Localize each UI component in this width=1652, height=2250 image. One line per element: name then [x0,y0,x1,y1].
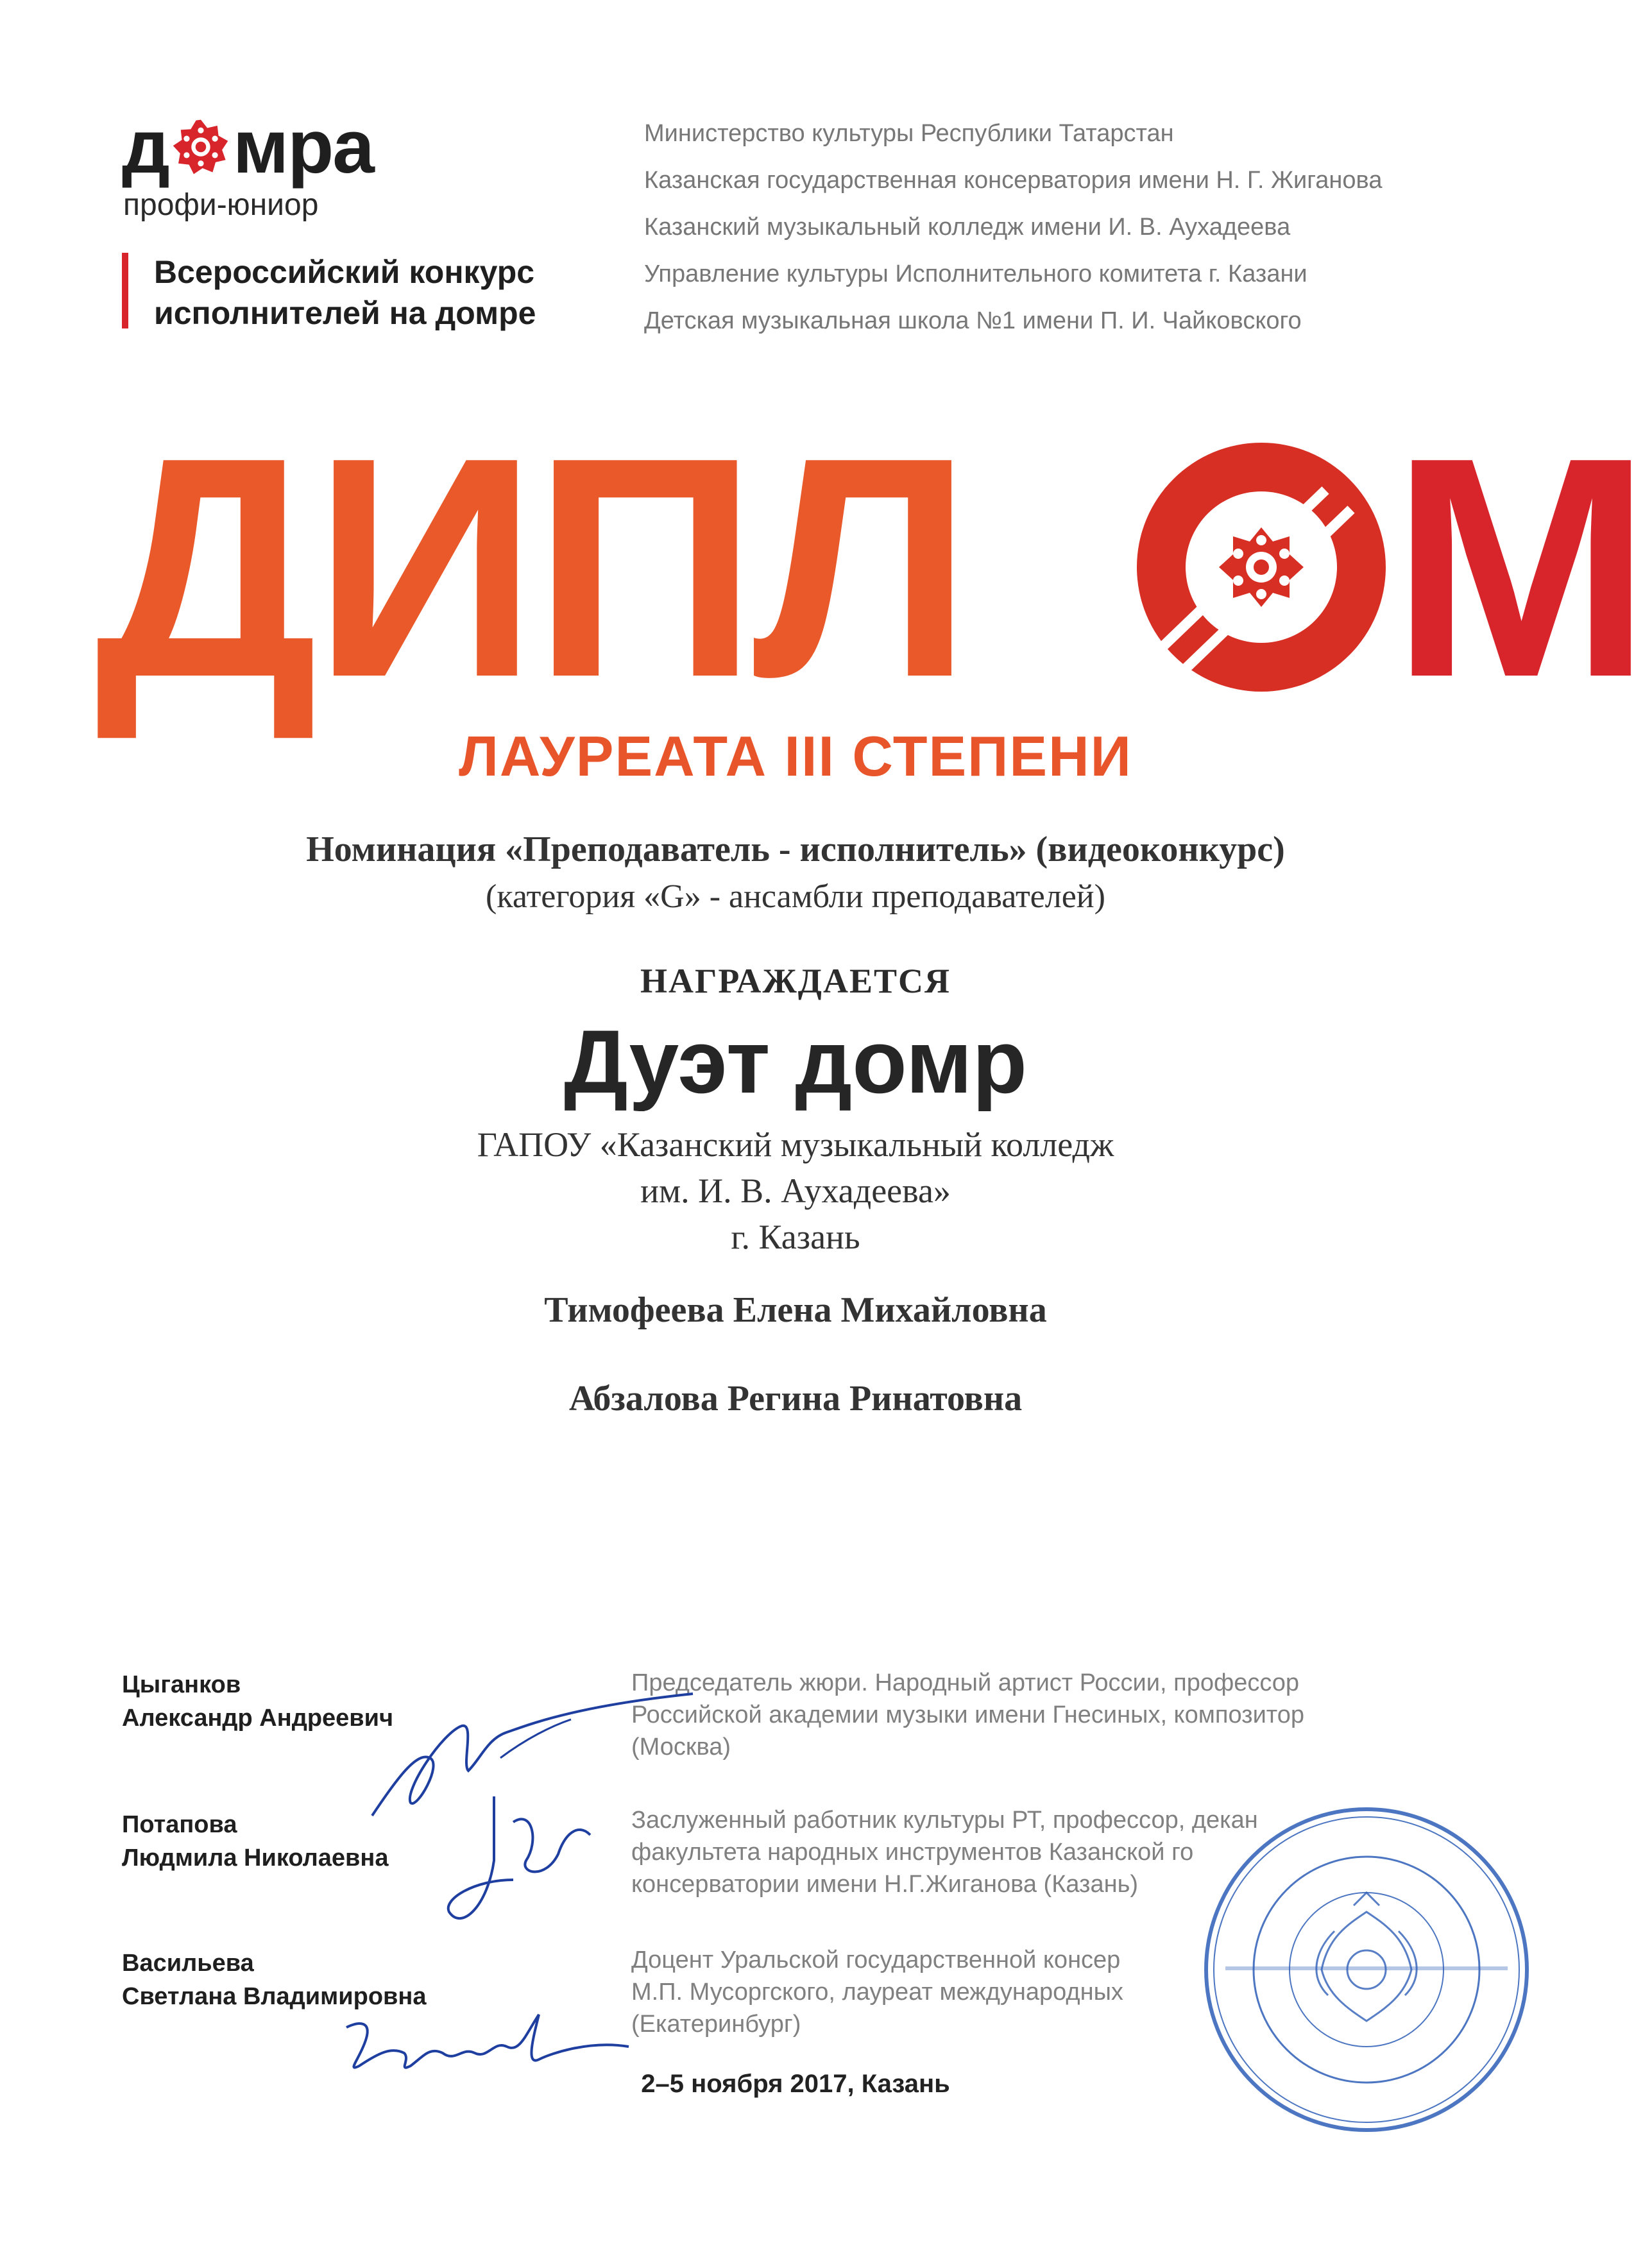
signature [436,1784,603,1944]
jury-desc-line: М.П. Мусоргского, лауреат международных [631,1979,1123,2006]
jury-member-name [122,1808,388,1875]
member-name: Абзалова Регина Ринатовна [568,1379,1023,1419]
jury-desc-line: Заслуженный работник культуры РТ, профессор, декан [631,1807,1258,1834]
logo-wordmark [122,105,373,189]
jury-given-name: Александр Андреевич [122,1705,394,1732]
jury-member-description [631,1667,1304,1763]
diploma-title-letters: ДИПЛ [95,393,967,742]
jury-surname: Цыганков [122,1671,241,1698]
laureate-degree: ЛАУРЕАТА III СТЕПЕНИ [459,724,1132,788]
awarded-label: НАГРАЖДАЕТСЯ [640,962,951,1000]
event-date: 2–5 ноября 2017, Казань [641,2070,950,2098]
jury-desc-line: консерватории имени Н.Г.Жиганова (Казань) [631,1871,1139,1898]
organizer-item: Казанская государственная консерватория имени Н. Г. Жиганова [644,167,1383,194]
diploma-title-text [95,393,967,742]
organizer-item: Управление культуры Исполнительного комитета г. Казани [644,260,1307,287]
logo-word-start: д [122,105,169,189]
gear-icon [171,117,230,176]
organizers-list [644,110,1382,345]
jury-desc-line: (Москва) [631,1734,731,1760]
contest-title [154,251,536,334]
diploma-title-last-letter: М [1391,393,1652,742]
jury-given-name: Людмила Николаевна [122,1845,389,1871]
jury-surname: Васильева [122,1950,254,1977]
recipient-name: Дуэт домр [563,1011,1027,1112]
jury-member-name [122,1668,393,1735]
jury-desc-line: Доцент Уральской государственной консер [631,1947,1121,1973]
jury-desc-line: Председатель жюри. Народный артист России, профессор [631,1669,1300,1696]
institution-line: ГАПОУ «Казанский музыкальный колледж [477,1125,1114,1164]
jury-desc-line: (Екатеринбург) [631,2011,801,2038]
contest-title-line1: Всероссийский конкурс [154,254,535,290]
jury-desc-line: Российской академии музыки имени Гнесиных, композитор [631,1701,1305,1728]
jury-surname: Потапова [122,1811,237,1838]
organizer-item: Казанский музыкальный колледж имени И. В. Аухадеева [644,214,1291,241]
member-name: Тимофеева Елена Михайловна [544,1290,1047,1330]
contest-accent-bar [122,253,128,328]
category: (категория «G» - ансамбли преподавателей) [486,878,1105,915]
institution-line: им. И. В. Аухадеева» [640,1172,951,1210]
nomination: Номинация «Преподаватель - исполнитель» (видеоконкурс) [306,830,1285,869]
contest-title-line2: исполнителей на домре [154,295,536,331]
logo-subtitle: профи-юниор [123,188,319,222]
institution [0,1121,1591,1260]
jury-member-description [631,1804,1258,1900]
domra-disc-icon [1133,439,1390,695]
institution-line: г. Казань [731,1218,860,1256]
logo [122,105,430,231]
organizer-item: Министерство культуры Республики Татарстан [644,120,1174,147]
organizer-item: Детская музыкальная школа №1 имени П. И. Чайковского [644,307,1302,334]
jury-member-description [631,1944,1123,2040]
jury-desc-line: факультета народных инструментов Казанской го [631,1839,1194,1866]
diploma-title [95,393,1652,742]
jury-given-name: Светлана Владимировна [122,1983,427,2010]
logo-word-end: мра [232,105,373,189]
